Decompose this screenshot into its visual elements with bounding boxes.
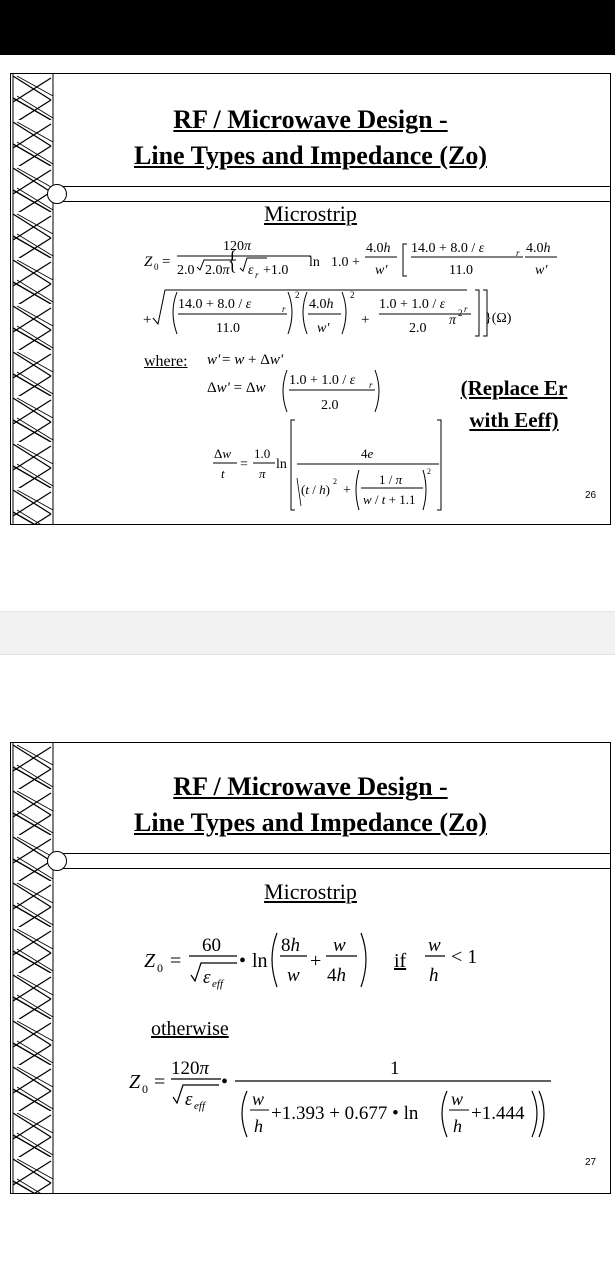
z0-formula-line1: [144, 239, 557, 280]
top-black-bar: [0, 0, 615, 55]
svg-text:+: +: [310, 950, 322, 972]
slide-26: [10, 73, 611, 525]
svg-text:14.0 + 8.0 / ε: 14.0 + 8.0 / ε: [178, 297, 252, 312]
svg-text:2: 2: [458, 308, 463, 318]
replace-note-line1: (Replace Er: [460, 376, 568, 400]
svg-text:60: 60: [202, 935, 221, 956]
svg-text:=: =: [170, 950, 182, 972]
slide-title-line1: RF / Microwave Design -: [173, 105, 448, 134]
svg-text:ln: ln: [276, 457, 287, 472]
svg-text:4.0h: 4.0h: [309, 297, 334, 312]
svg-text:r: r: [255, 270, 259, 280]
svg-text:2.0: 2.0: [321, 398, 339, 413]
svg-text:Z: Z: [144, 950, 156, 972]
z0-wide-formula: [129, 1058, 551, 1137]
svg-text:4.0h: 4.0h: [526, 241, 551, 256]
svg-text:=: =: [154, 1071, 166, 1093]
svg-text:eff: eff: [194, 1100, 205, 1112]
svg-text:r: r: [464, 304, 468, 314]
svg-text:Z: Z: [129, 1071, 141, 1093]
svg-text:w: w: [451, 1089, 464, 1109]
page-number: 26: [585, 490, 597, 501]
svg-text:w / t + 1.1: w / t + 1.1: [363, 492, 416, 507]
otherwise-label: otherwise: [151, 1018, 229, 1040]
svg-text:14.0 + 8.0 / ε: 14.0 + 8.0 / ε: [411, 241, 485, 256]
svg-text:π: π: [259, 466, 266, 481]
svg-text:ln: ln: [309, 255, 320, 270]
slide-title-line1: RF / Microwave Design -: [173, 772, 448, 801]
svg-text:2: 2: [427, 467, 431, 476]
svg-text:w': w': [207, 352, 221, 368]
svg-text:w': w': [535, 263, 548, 278]
svg-text:π: π: [449, 313, 457, 328]
svg-text:t: t: [221, 466, 225, 481]
svg-text:r: r: [369, 380, 373, 390]
svg-text:8h: 8h: [281, 935, 300, 956]
svg-text:120π: 120π: [223, 239, 252, 254]
svg-text:w: w: [333, 935, 346, 956]
svg-text:1: 1: [390, 1058, 400, 1079]
svg-text:2: 2: [295, 290, 300, 300]
svg-text:=: =: [162, 254, 171, 270]
svg-text:< 1: < 1: [451, 946, 478, 968]
svg-text:w: w: [287, 965, 300, 986]
svg-text:+: +: [143, 312, 152, 328]
svg-text:2.0: 2.0: [177, 263, 195, 278]
svg-text:2: 2: [350, 290, 355, 300]
svg-text:4.0h: 4.0h: [366, 241, 391, 256]
svg-text:}(Ω): }(Ω): [485, 311, 512, 326]
slide-27: [10, 742, 611, 1194]
svg-text:120π: 120π: [171, 1058, 210, 1079]
svg-text:Z: Z: [144, 254, 153, 270]
slide-title-line2: Line Types and Impedance (Zo): [134, 808, 487, 837]
svg-text:2.0π: 2.0π: [205, 263, 230, 278]
subtitle-microstrip: Microstrip: [264, 879, 357, 904]
svg-text:= w + Δw': = w + Δw': [222, 352, 284, 368]
subtitle-microstrip: Microstrip: [264, 201, 357, 226]
svg-text:Δw: Δw: [214, 446, 232, 461]
svg-text:+1.444: +1.444: [471, 1103, 525, 1124]
svg-text:Δw' = Δw: Δw' = Δw: [207, 380, 266, 396]
slide-title-line2: Line Types and Impedance (Zo): [134, 141, 487, 170]
svg-text:ε: ε: [248, 263, 254, 278]
delta-w-over-t-formula: [213, 420, 441, 510]
svg-text:•: •: [239, 950, 247, 972]
z0-narrow-formula: [144, 933, 477, 990]
svg-text:0: 0: [157, 961, 163, 975]
svg-text:=: =: [240, 457, 248, 472]
svg-text:h: h: [429, 965, 439, 986]
svg-text:2.0: 2.0: [409, 321, 427, 336]
svg-text:(t / h): (t / h): [301, 482, 330, 497]
w-prime-formula: [207, 352, 284, 368]
svg-text:2: 2: [333, 477, 337, 486]
delta-w-prime-formula: [207, 370, 379, 413]
svg-text:+1.393 + 0.677 • ln: +1.393 + 0.677 • ln: [271, 1103, 419, 1124]
svg-text:{: {: [228, 245, 237, 275]
svg-text:w': w': [375, 263, 388, 278]
svg-text:r: r: [282, 304, 286, 314]
formula-block-1: [11, 74, 610, 524]
svg-text:eff: eff: [212, 978, 223, 990]
svg-text:4h: 4h: [327, 965, 346, 986]
svg-text:w': w': [317, 321, 330, 336]
replace-note-line2: with Eeff): [469, 408, 559, 432]
page-separator: [0, 611, 615, 655]
svg-text:+1.0: +1.0: [263, 263, 289, 278]
svg-text:ε: ε: [185, 1089, 193, 1110]
svg-text:h: h: [254, 1116, 263, 1136]
svg-text:w: w: [428, 935, 441, 956]
svg-text:0: 0: [154, 262, 159, 272]
page-number: 27: [585, 1157, 597, 1168]
svg-text:1 / π: 1 / π: [379, 472, 403, 487]
svg-text:ln: ln: [252, 950, 268, 972]
svg-text:11.0: 11.0: [216, 321, 240, 336]
svg-text:1.0: 1.0: [254, 446, 271, 461]
svg-text:•: •: [221, 1071, 229, 1093]
svg-text:11.0: 11.0: [449, 263, 473, 278]
svg-text:ε: ε: [203, 967, 211, 988]
svg-text:1.0 + 1.0 / ε: 1.0 + 1.0 / ε: [379, 297, 446, 312]
svg-text:1.0 +: 1.0 +: [331, 255, 360, 270]
formula-block-2: [11, 743, 610, 1193]
svg-text:w: w: [252, 1089, 265, 1109]
svg-text:if: if: [394, 950, 407, 972]
svg-text:4e: 4e: [361, 446, 374, 461]
svg-text:h: h: [453, 1116, 462, 1136]
svg-text:+: +: [343, 483, 351, 498]
svg-text:1.0 + 1.0 / ε: 1.0 + 1.0 / ε: [289, 373, 356, 388]
where-label: where:: [144, 353, 188, 370]
svg-text:+: +: [361, 312, 370, 328]
svg-text:r: r: [516, 248, 520, 258]
z0-formula-line2: [143, 290, 512, 336]
svg-text:0: 0: [142, 1082, 148, 1096]
